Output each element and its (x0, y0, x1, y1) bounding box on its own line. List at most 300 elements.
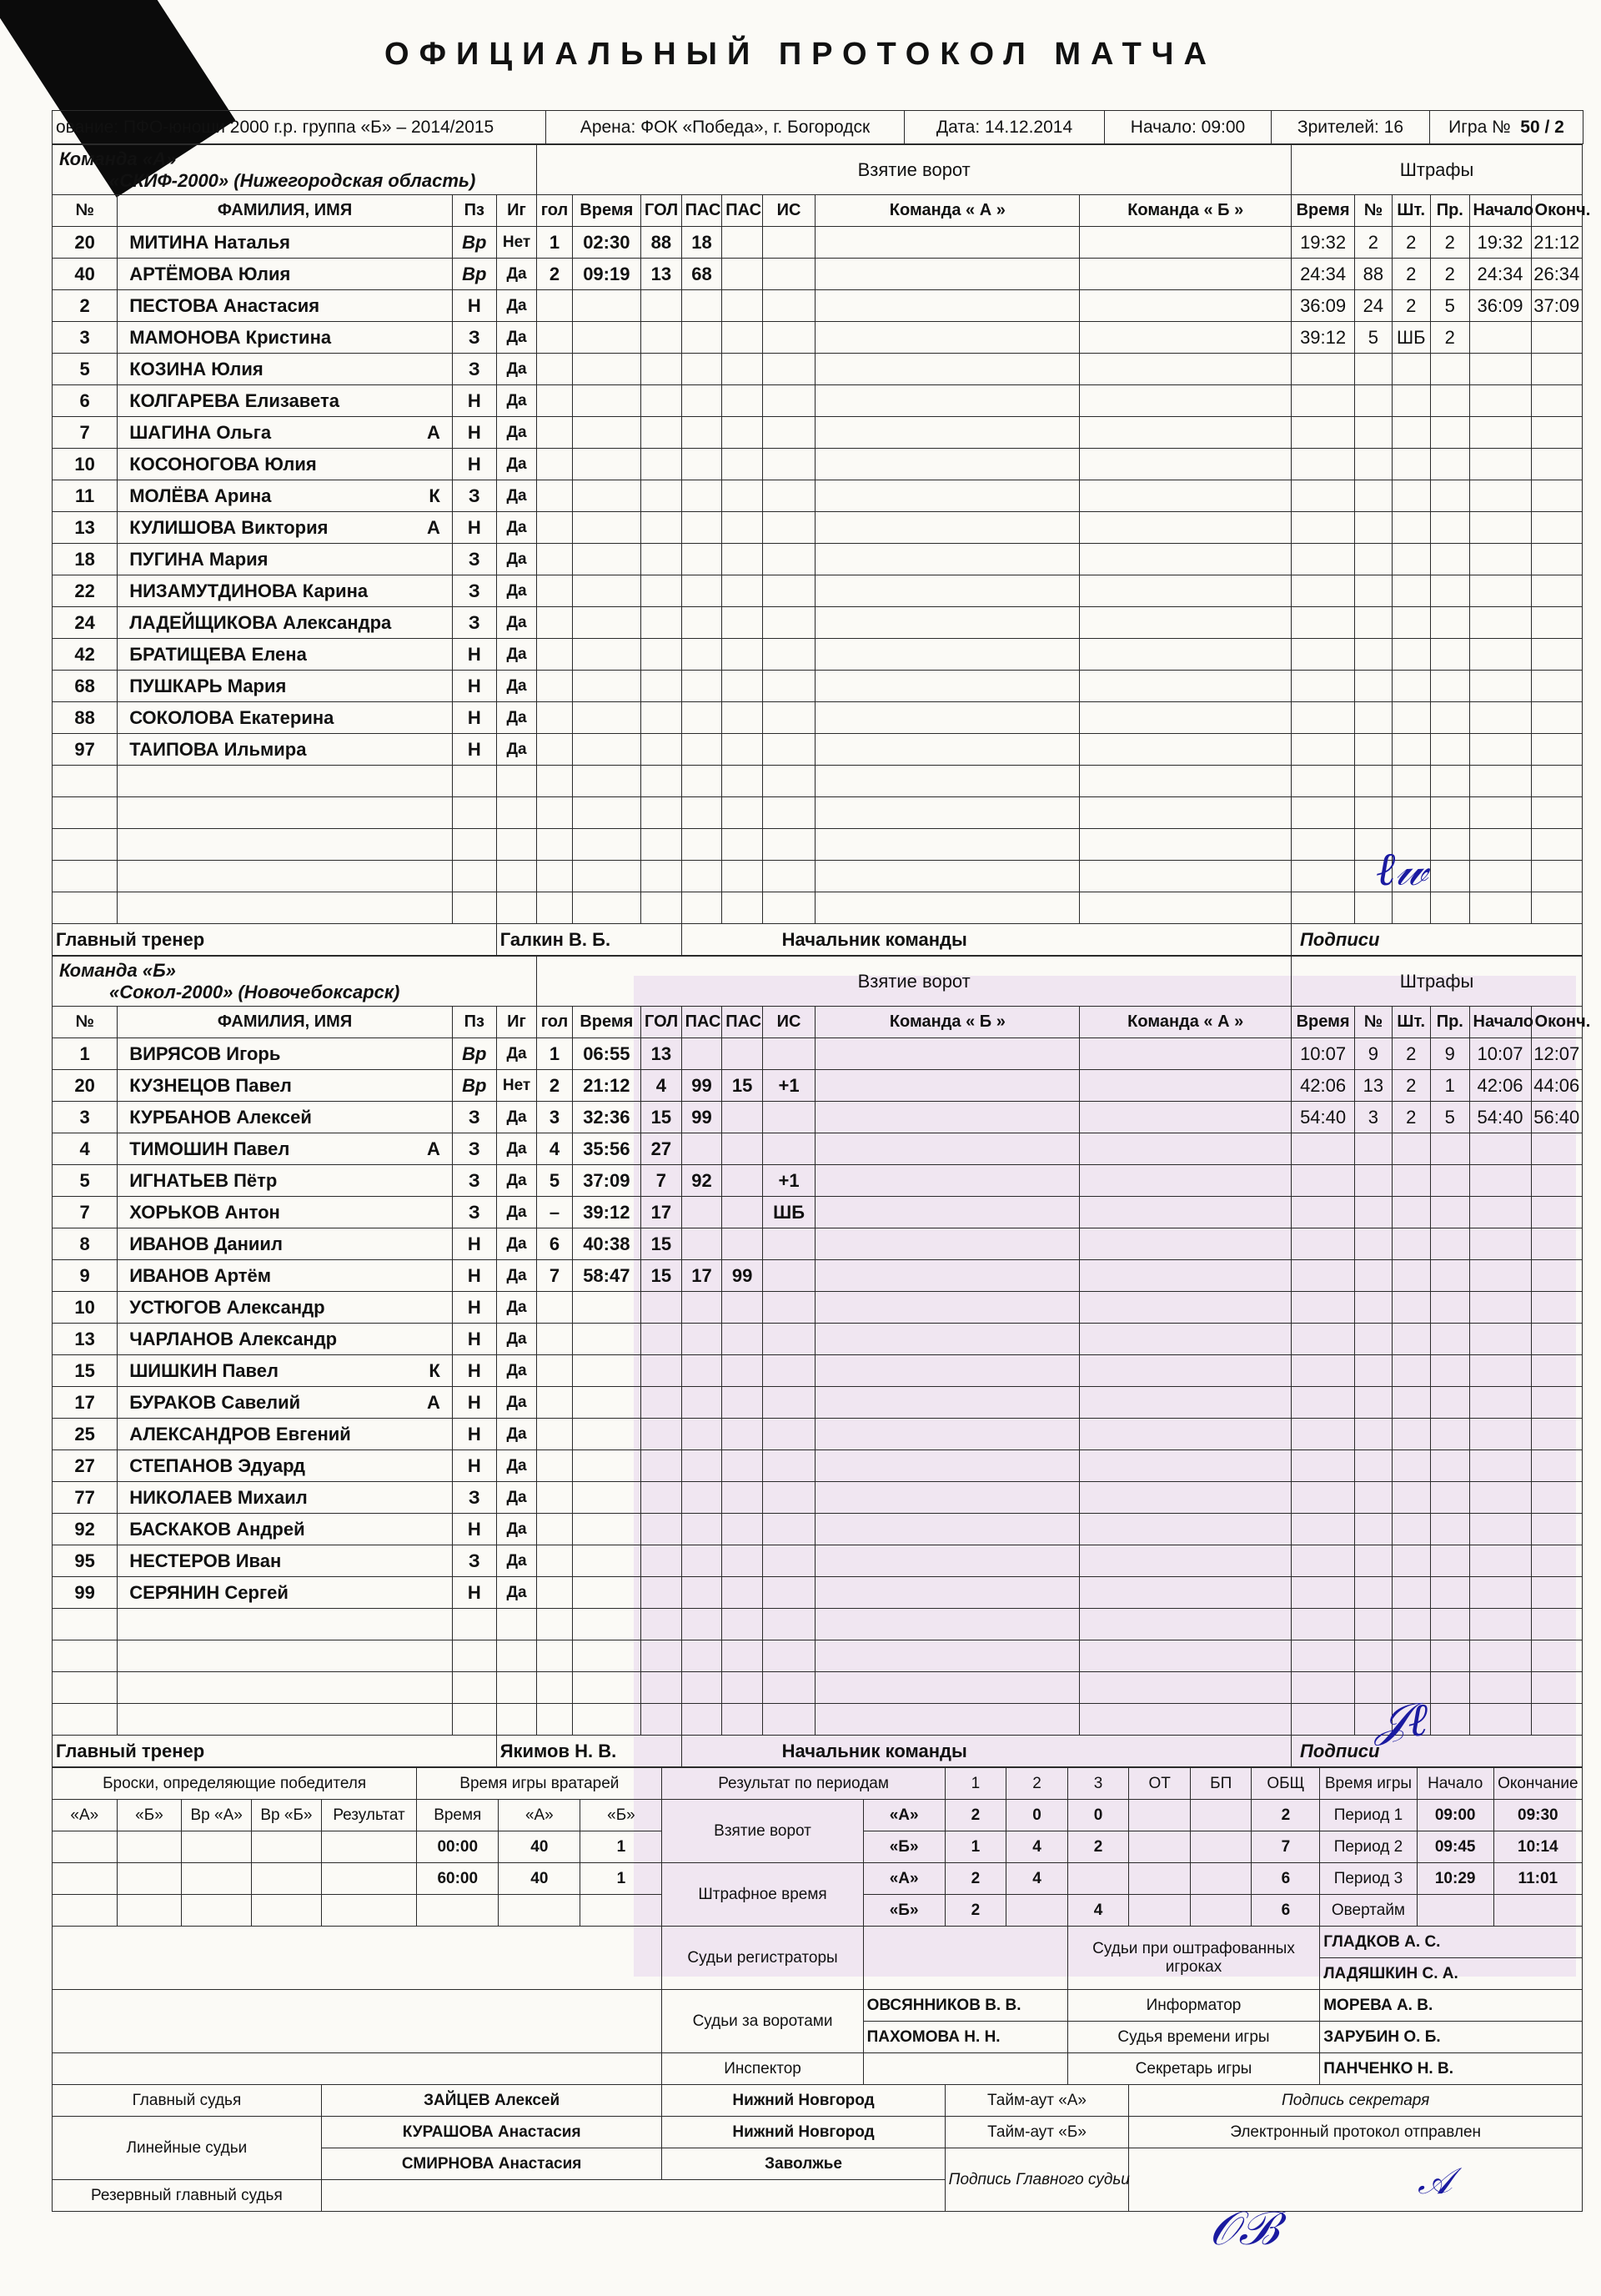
pen-s (1469, 1133, 1531, 1165)
player-name-text: СОКОЛОВА Екатерина (129, 706, 334, 728)
pen-t: 54:40 (1292, 1102, 1355, 1133)
goal-g (537, 797, 572, 829)
player-ig: Да (496, 1133, 537, 1165)
grid-cell (816, 322, 1080, 354)
grid-cell (816, 354, 1080, 385)
pen-pr (1431, 1228, 1470, 1260)
goal-is (762, 480, 815, 512)
pen-s: 54:40 (1469, 1102, 1531, 1133)
informer-label: Информатор (1067, 1990, 1319, 2022)
pen-s (1469, 1704, 1531, 1736)
player-ig (496, 797, 537, 829)
pen-e (1531, 1704, 1582, 1736)
goal-p2 (722, 1324, 763, 1355)
player-role: К (429, 1359, 440, 1381)
grid-cell (816, 1292, 1080, 1324)
pen-pr (1431, 1482, 1470, 1514)
player-ig: Да (496, 544, 537, 575)
player-name (118, 1577, 453, 1609)
table-row (53, 1324, 1583, 1355)
grid-cell (1080, 544, 1292, 575)
pen-s (1469, 480, 1531, 512)
goal-is (762, 1038, 815, 1070)
goal-is (762, 702, 815, 734)
pen-sh: ШБ (1392, 322, 1431, 354)
col-ptime: Время (1292, 195, 1355, 227)
goal-t (572, 829, 640, 861)
signature-a: ℓ𝓌 (1376, 842, 1428, 897)
col-gol2: ГОЛ (641, 1007, 682, 1038)
head-coach: Галкин В. Б. (496, 924, 681, 956)
pen-sh (1392, 385, 1431, 417)
goal-g (537, 1355, 572, 1387)
pen-no (1355, 544, 1392, 575)
goal-p2 (722, 1102, 763, 1133)
goal-p2: 15 (722, 1070, 763, 1102)
goal-g (537, 892, 572, 924)
gk-cell: 1 (580, 1831, 662, 1863)
goal-p1 (681, 639, 722, 671)
pen-s: 10:07 (1469, 1038, 1531, 1070)
pen-a (1129, 1863, 1191, 1895)
col-pno: № (1355, 1007, 1392, 1038)
goal-t (572, 861, 640, 892)
pen-e (1531, 829, 1582, 861)
pen-e (1531, 1640, 1582, 1672)
goal-t (572, 449, 640, 480)
goal-judges-label: Судьи за воротами (662, 1990, 863, 2053)
player-pz: Н (452, 1577, 496, 1609)
player-role: А (426, 421, 440, 443)
goal-is (762, 1514, 815, 1545)
grid-cell (1080, 1640, 1292, 1672)
pen-pr (1431, 766, 1470, 797)
goal-g (537, 480, 572, 512)
gk-cell: 1 (580, 1863, 662, 1895)
goal-t (572, 1355, 640, 1387)
player-name-text: ВИРЯСОВ Игорь (129, 1042, 281, 1064)
player-name (118, 1672, 453, 1704)
pen-t (1292, 512, 1355, 544)
goal-p2 (722, 1609, 763, 1640)
goal-p2 (722, 1672, 763, 1704)
grid-cell (1080, 290, 1292, 322)
pen-s (1469, 797, 1531, 829)
goal-is: ШБ (762, 1197, 815, 1228)
player-name (118, 797, 453, 829)
goal-p1 (681, 1387, 722, 1419)
player-no (53, 797, 118, 829)
player-name (118, 1355, 453, 1387)
reserve-label: Резервный главный судья (53, 2180, 322, 2212)
goal-gol (641, 1355, 682, 1387)
goal-gol (641, 322, 682, 354)
goal-gol (641, 354, 682, 385)
pen-no (1355, 1197, 1392, 1228)
goal-is: +1 (762, 1070, 815, 1102)
goal-t (572, 1450, 640, 1482)
pen-s (1469, 1292, 1531, 1324)
pen-no (1355, 1640, 1392, 1672)
linesman-1-city: Нижний Новгород (662, 2117, 945, 2148)
pen-pr: 9 (1431, 1038, 1470, 1070)
player-name (118, 354, 453, 385)
player-no: 15 (53, 1355, 118, 1387)
player-pz: З (452, 480, 496, 512)
col-tB: Команда « Б » (816, 1007, 1080, 1038)
pen-s (1469, 385, 1531, 417)
secretary-label: Секретарь игры (1067, 2053, 1319, 2085)
grid-cell (1080, 1514, 1292, 1545)
pen-e (1531, 417, 1582, 449)
goal-g (537, 1387, 572, 1419)
pen-s (1469, 575, 1531, 607)
player-ig: Да (496, 1197, 537, 1228)
goal-g: 2 (537, 1070, 572, 1102)
goal-p1 (681, 575, 722, 607)
pen-e (1531, 797, 1582, 829)
player-name (118, 259, 453, 290)
pen-t (1292, 1419, 1355, 1450)
goal-t (572, 1704, 640, 1736)
goal-g: 4 (537, 1133, 572, 1165)
pen-pr (1431, 892, 1470, 924)
pen-b (1190, 1895, 1252, 1927)
player-ig: Да (496, 1292, 537, 1324)
player-name (118, 290, 453, 322)
timekeeper-label: Судья времени игры (1067, 2022, 1319, 2053)
goal-gol: 7 (641, 1165, 682, 1197)
player-ig: Да (496, 1514, 537, 1545)
goal-p2 (722, 449, 763, 480)
goal-g (537, 354, 572, 385)
player-pz: Н (452, 702, 496, 734)
goal-gol (641, 1672, 682, 1704)
pen-s (1469, 1228, 1531, 1260)
goal-g (537, 290, 572, 322)
goal-gol (641, 671, 682, 702)
grid-cell (816, 797, 1080, 829)
goal-t (572, 417, 640, 449)
col-is: ИС (762, 1007, 815, 1038)
player-ig: Да (496, 1450, 537, 1482)
goal-gol: 88 (641, 227, 682, 259)
player-pz: Н (452, 1387, 496, 1419)
player-ig: Да (496, 1038, 537, 1070)
goal-p2 (722, 417, 763, 449)
player-ig: Да (496, 1387, 537, 1419)
pen-t (1292, 1197, 1355, 1228)
goal-is (762, 259, 815, 290)
goal-p2 (722, 227, 763, 259)
goal-p2 (722, 734, 763, 766)
player-name-text: КУЗНЕЦОВ Павел (129, 1074, 292, 1096)
col-gol: гол (537, 1007, 572, 1038)
pen-no: 88 (1355, 259, 1392, 290)
tournament: ование: ПФО-юноши 2000 г.р. группа «Б» – 2014/2015 (53, 111, 546, 144)
pen-s (1469, 1672, 1531, 1704)
player-ig: Да (496, 385, 537, 417)
player-name (118, 1070, 453, 1102)
goal-t (572, 1482, 640, 1514)
goal-g (537, 1704, 572, 1736)
goal-p2 (722, 544, 763, 575)
pen-a: 6 (1252, 1863, 1320, 1895)
player-name (118, 607, 453, 639)
player-ig: Да (496, 354, 537, 385)
player-name (118, 1133, 453, 1165)
goal-gol (641, 766, 682, 797)
player-name-text: БУРАКОВ Савелий (129, 1391, 301, 1413)
pen-no (1355, 575, 1392, 607)
pen-e (1531, 1545, 1582, 1577)
col-start: Начало (1469, 195, 1531, 227)
pen-pr (1431, 734, 1470, 766)
goal-g (537, 639, 572, 671)
pen-e (1531, 1577, 1582, 1609)
pen-s (1469, 607, 1531, 639)
goal-gol (641, 1292, 682, 1324)
player-ig: Да (496, 575, 537, 607)
period-time: 10:29 (1417, 1863, 1493, 1895)
goal-p1 (681, 1450, 722, 1482)
goal-p1 (681, 734, 722, 766)
pen-e (1531, 734, 1582, 766)
player-pz: Н (452, 1419, 496, 1450)
pen-no (1355, 1609, 1392, 1640)
goals-b: 2 (1067, 1831, 1129, 1863)
grid-cell (1080, 1133, 1292, 1165)
pen-no: 24 (1355, 290, 1392, 322)
pen-e (1531, 449, 1582, 480)
grid-cell (816, 1102, 1080, 1133)
pen-t (1292, 1450, 1355, 1482)
pen-t (1292, 480, 1355, 512)
pen-t: 19:32 (1292, 227, 1355, 259)
pen-sh (1392, 1545, 1431, 1577)
meta-row (52, 110, 1583, 144)
pen-s (1469, 1640, 1531, 1672)
pen-no (1355, 1419, 1392, 1450)
goal-p1 (681, 417, 722, 449)
goal-gol (641, 480, 682, 512)
grid-cell (816, 1070, 1080, 1102)
col-is: ИС (762, 195, 815, 227)
penalties-header: Штрафы (1292, 957, 1583, 1007)
goal-t: 09:19 (572, 259, 640, 290)
goal-gol (641, 1704, 682, 1736)
player-pz: Н (452, 385, 496, 417)
pen-e (1531, 1355, 1582, 1387)
player-pz: З (452, 354, 496, 385)
player-no: 22 (53, 575, 118, 607)
pen-s (1469, 1387, 1531, 1419)
grid-cell (1080, 385, 1292, 417)
goal-p1 (681, 797, 722, 829)
player-ig: Да (496, 290, 537, 322)
main-ref-label: Главный судья (53, 2085, 322, 2117)
pen-sh (1392, 1387, 1431, 1419)
player-pz: З (452, 1102, 496, 1133)
gk-cell: 60:00 (417, 1863, 499, 1895)
table-row (53, 1609, 1583, 1640)
goal-is (762, 449, 815, 480)
pen-no (1355, 1355, 1392, 1387)
spectators: Зрителей: 16 (1272, 111, 1430, 144)
pen-t (1292, 449, 1355, 480)
period-header: ОБЩ (1252, 1768, 1320, 1800)
goal-p1 (681, 671, 722, 702)
player-name-text: КОЗИНА Юлия (129, 358, 263, 379)
goal-g (537, 544, 572, 575)
pen-pr (1431, 829, 1470, 861)
player-name-text: ШАГИНА Ольга (129, 421, 272, 443)
col-tB: Команда « Б » (1080, 195, 1292, 227)
pen-t (1292, 1609, 1355, 1640)
player-name (118, 892, 453, 924)
goal-t (572, 766, 640, 797)
pen-e (1531, 1165, 1582, 1197)
period-time-header: Время игры (1320, 1768, 1417, 1800)
linesman-2: СМИРНОВА Анастасия (321, 2148, 662, 2180)
player-ig: Да (496, 607, 537, 639)
pen-no (1355, 1324, 1392, 1355)
grid-cell (1080, 829, 1292, 861)
pen-no (1355, 1450, 1392, 1482)
pen-pr (1431, 1133, 1470, 1165)
player-role: А (426, 1138, 440, 1159)
goal-is (762, 1102, 815, 1133)
pen-pr (1431, 417, 1470, 449)
goal-gol (641, 1577, 682, 1609)
period-time: Период 1 (1320, 1800, 1417, 1831)
pen-s (1469, 354, 1531, 385)
pen-t (1292, 1482, 1355, 1514)
goals-header: Взятие ворот (537, 957, 1292, 1007)
player-name (118, 512, 453, 544)
player-no: 6 (53, 385, 118, 417)
col-end: Оконч. (1531, 195, 1582, 227)
player-ig: Да (496, 1577, 537, 1609)
player-no: 95 (53, 1545, 118, 1577)
pen-t (1292, 575, 1355, 607)
goal-gol (641, 797, 682, 829)
goal-is (762, 1640, 815, 1672)
goal-gol (641, 861, 682, 892)
pen-e (1531, 1292, 1582, 1324)
col-pas: ПАС (722, 195, 763, 227)
goal-g: 3 (537, 1102, 572, 1133)
protocol (52, 110, 1591, 2212)
goal-p2 (722, 1514, 763, 1545)
goal-g (537, 1324, 572, 1355)
player-name-text: ШИШКИН Павел (129, 1359, 279, 1381)
table-row (53, 1038, 1583, 1070)
pen-s (1469, 861, 1531, 892)
pen-s: 36:09 (1469, 290, 1531, 322)
player-ig: Да (496, 734, 537, 766)
team_b-label: Команда «Б» (59, 959, 176, 981)
shootout-col: Вр «А» (182, 1800, 252, 1831)
inspector-label: Инспектор (662, 2053, 863, 2085)
pen-t (1292, 766, 1355, 797)
goal-p1 (681, 1292, 722, 1324)
period-time: Овертайм (1320, 1895, 1417, 1927)
table-row (53, 544, 1583, 575)
goal-t (572, 544, 640, 575)
pen-e (1531, 1260, 1582, 1292)
game-label: Игра № (1448, 117, 1511, 137)
goal-g: 7 (537, 1260, 572, 1292)
goal-p1 (681, 449, 722, 480)
signatures-label: Подписи (1292, 924, 1583, 956)
goal-is (762, 829, 815, 861)
pen-e (1531, 671, 1582, 702)
grid-cell (1080, 892, 1292, 924)
player-pz (452, 829, 496, 861)
pen-no: 13 (1355, 1070, 1392, 1102)
player-ig (496, 829, 537, 861)
grid-cell (1080, 734, 1292, 766)
goal-p2 (722, 1038, 763, 1070)
table-row (53, 829, 1583, 861)
grid-cell (1080, 1609, 1292, 1640)
goal-p1 (681, 702, 722, 734)
goal-is (762, 1355, 815, 1387)
player-pz: З (452, 1482, 496, 1514)
table-row (53, 512, 1583, 544)
goal-is (762, 1672, 815, 1704)
col-time: Время (572, 195, 640, 227)
goal-t: 39:12 (572, 1197, 640, 1228)
col-ig: Иг (496, 1007, 537, 1038)
goal-p2 (722, 861, 763, 892)
pen-e (1531, 861, 1582, 892)
goal-t (572, 797, 640, 829)
main-ref: ЗАЙЦЕВ Алексей (321, 2085, 662, 2117)
pen-sh (1392, 417, 1431, 449)
grid-cell (1080, 449, 1292, 480)
pen-e (1531, 1324, 1582, 1355)
goal-g (537, 1577, 572, 1609)
pen-e: 44:06 (1531, 1070, 1582, 1102)
goal-p1 (681, 512, 722, 544)
player-ig: Да (496, 449, 537, 480)
goal-t (572, 1292, 640, 1324)
player-name-text: ПУШКАРЬ Мария (129, 675, 287, 696)
player-name-text: ХОРЬКОВ Антон (129, 1201, 280, 1223)
pen-e (1531, 1514, 1582, 1545)
table-row (53, 322, 1583, 354)
pen-t (1292, 1640, 1355, 1672)
goal-g (537, 766, 572, 797)
grid-cell (816, 1482, 1080, 1514)
secretary: ПАНЧЕНКО Н. В. (1320, 2053, 1583, 2085)
pen-pr (1431, 1165, 1470, 1197)
player-pz (452, 861, 496, 892)
col-start: Начало (1469, 1007, 1531, 1038)
table-row (53, 1672, 1583, 1704)
period-header: ОТ (1129, 1768, 1191, 1800)
pen-t (1292, 354, 1355, 385)
pen-pr (1431, 1324, 1470, 1355)
pen-t (1292, 1387, 1355, 1419)
goal-gol (641, 639, 682, 671)
team_a-name: «СКИФ-2000» (Нижегородская область) (109, 169, 476, 191)
grid-cell (1080, 1102, 1292, 1133)
pen-sh (1392, 607, 1431, 639)
table-row (53, 861, 1583, 892)
